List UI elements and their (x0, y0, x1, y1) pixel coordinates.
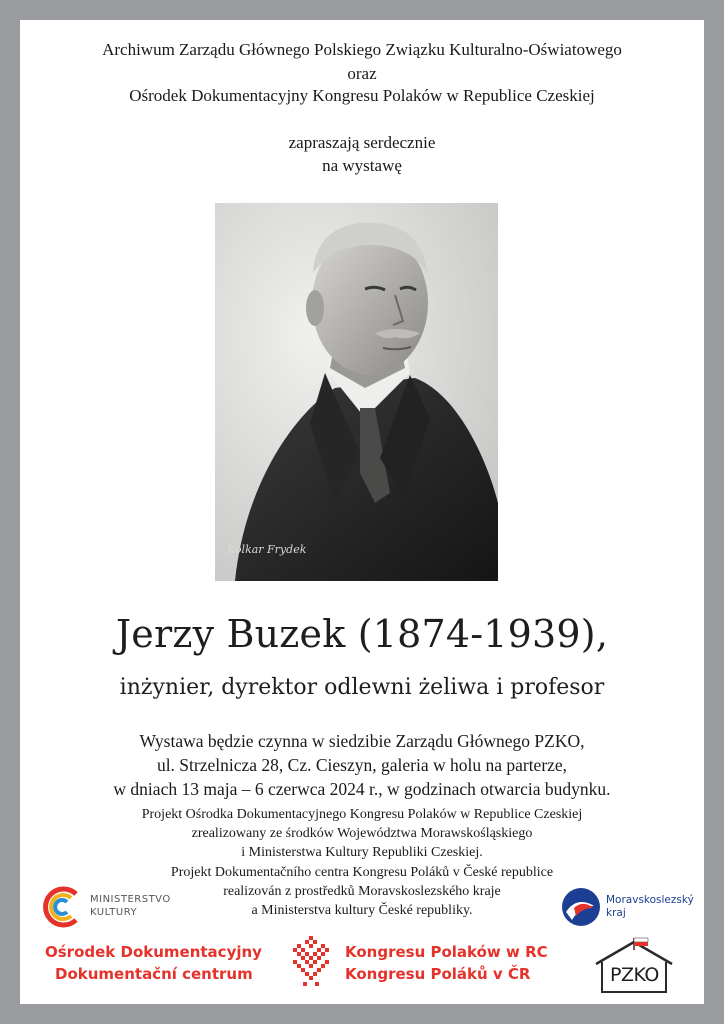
ministry-name-2: KULTURY (90, 907, 138, 918)
pzko-logo (590, 936, 678, 996)
exhibition-title: Jerzy Buzek (1874-1939), (115, 612, 609, 656)
footer-right-2: Kongresu Poláků v ČR (345, 965, 531, 983)
project-cz-2: realizován z prostředků Moravskoslezského kraje (223, 884, 501, 899)
moravskoslezsky-kraj-logo (560, 886, 700, 932)
portrait-photo (215, 203, 498, 581)
info-line-1: Wystawa będzie czynna w siedzibie Zarządu Głównego PZKO, (139, 731, 585, 751)
ministry-name-1: MINISTERSTVO (90, 894, 171, 905)
folk-ornament-icon (288, 934, 334, 990)
exhibition-subtitle: inżynier, dyrektor odlewni żeliwa i profesor (119, 675, 605, 700)
ministry-of-culture-logo (38, 884, 188, 930)
ministry-c-icon (38, 884, 84, 930)
header-conjunction: oraz (347, 64, 377, 83)
footer-right-1: Kongresu Polaków w RC (345, 943, 548, 961)
region-name-1: Moravskoslezský (606, 894, 694, 906)
region-emblem-icon (560, 886, 602, 928)
project-pl-1: Projekt Ośrodka Dokumentacyjnego Kongresu Polaków w Republice Czeskiej (141, 807, 583, 822)
invitation-line-2: na wystawę (322, 156, 402, 175)
header-organizer-1: Archiwum Zarządu Głównego Polskiego Związku Kulturalno-Oświatowego (102, 40, 622, 59)
pzko-text: PZKO (610, 964, 659, 986)
footer-left-1: Ośrodek Dokumentacyjny (45, 943, 262, 961)
project-pl-3: i Ministerstwa Kultury Republiki Czeskiej. (241, 845, 483, 860)
project-pl-2: zrealizowany ze środków Województwa Morawskośląskiego (191, 826, 533, 841)
footer-left-2: Dokumentační centrum (55, 965, 253, 983)
header-organizer-2: Ośrodek Dokumentacyjny Kongresu Polaków w Republice Czeskiej (129, 86, 595, 105)
invitation-line-1: zapraszają serdecznie (288, 133, 436, 152)
info-line-3: w dniach 13 maja – 6 czerwca 2024 r., w godzinach otwarcia budynku. (113, 779, 611, 799)
info-line-2: ul. Strzelnicza 28, Cz. Cieszyn, galeria w holu na parterze, (156, 755, 568, 775)
region-name-2: kraj (606, 907, 626, 919)
poster (20, 20, 704, 1004)
project-cz-1: Projekt Dokumentačního centra Kongresu Poláků v České republice (170, 865, 554, 880)
project-cz-3: a Ministerstva kultury České republiky. (251, 903, 473, 918)
photographer-signature: Kolkar Frydek (227, 543, 307, 556)
